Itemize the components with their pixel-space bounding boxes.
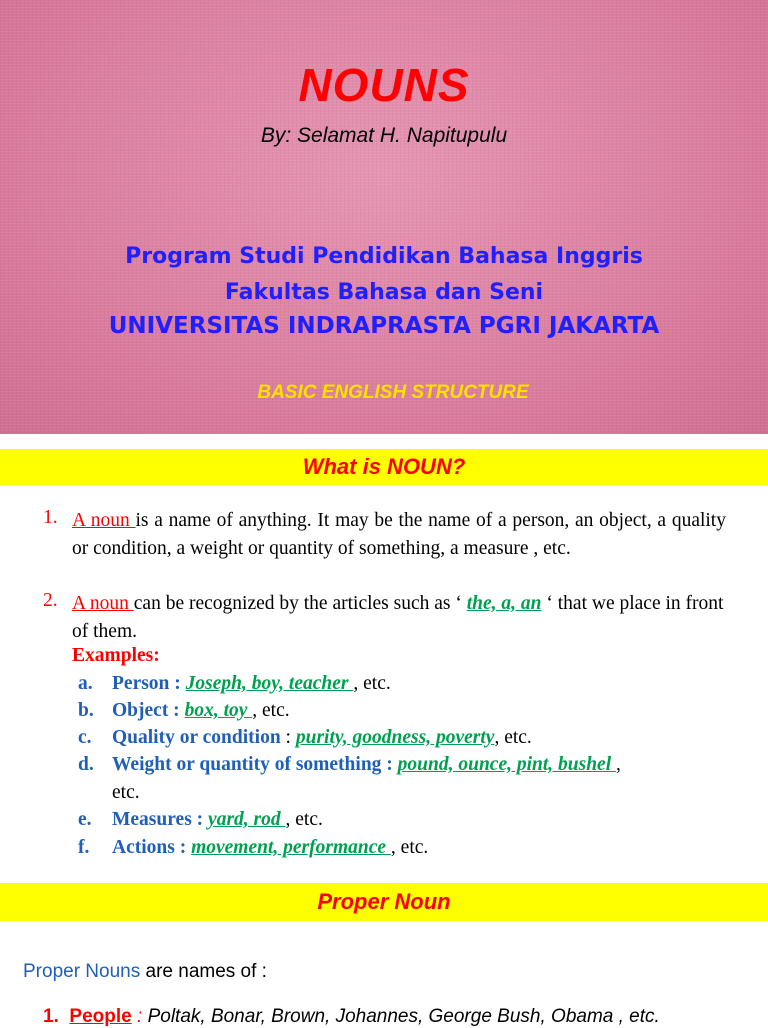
proper-noun-term: Proper Nouns <box>23 961 141 982</box>
example-letter: d. <box>78 754 94 775</box>
example-letter: b. <box>78 700 94 721</box>
noun-term: A noun <box>72 510 136 531</box>
example-suffix: , <box>616 754 621 775</box>
example-item-measures <box>112 809 323 831</box>
example-letter: c. <box>78 727 92 748</box>
example-label: Quality or condition <box>112 727 281 748</box>
author-byline: By: Selamat H. Napitupulu <box>260 124 508 147</box>
intro-text: are names of : <box>140 961 267 982</box>
example-suffix: , etc. <box>252 700 290 721</box>
example-item-object <box>112 700 290 722</box>
example-item-person <box>112 673 391 695</box>
articles-example: the, a, an <box>466 593 542 614</box>
example-values: Joseph, boy, teacher <box>185 673 354 694</box>
example-values: yard, rod <box>208 809 286 830</box>
example-label: Weight or quantity of something : <box>112 754 398 775</box>
example-values: pound, ounce, pint, bushel <box>397 754 617 775</box>
section-heading-proper-noun: Proper Noun <box>0 883 768 921</box>
example-item-weight <box>112 754 621 776</box>
slide-title: NOUNS <box>298 59 470 111</box>
university-name: UNIVERSITAS INDRAPRASTA PGRI JAKARTA <box>108 313 660 339</box>
example-values: purity, goodness, poverty <box>295 727 495 748</box>
example-values: box, toy <box>184 700 253 721</box>
example-suffix-continued: etc. <box>112 782 140 803</box>
examples-label: Examples: <box>72 645 160 666</box>
course-name: BASIC ENGLISH STRUCTURE <box>257 382 529 403</box>
example-separator: : <box>280 727 296 748</box>
definition-item-2 <box>72 590 726 645</box>
example-label: Object : <box>112 700 185 721</box>
example-item-quality <box>112 727 532 749</box>
example-item-actions <box>112 837 428 859</box>
item-separator: : <box>131 1006 148 1027</box>
proper-noun-intro <box>23 961 267 983</box>
definition-text: is a name of anything. It may be the name of a person, an object, a quality or condition, a weight or quantity of something, a measure , etc. <box>72 510 726 559</box>
example-suffix: , etc. <box>494 727 532 748</box>
example-suffix: , etc. <box>353 673 391 694</box>
example-values: movement, performance <box>191 837 391 858</box>
definition-item-1 <box>72 507 726 562</box>
example-label: Measures : <box>112 809 209 830</box>
people-examples: Poltak, Bonar, Brown, Johannes, George Bush, Obama , etc. <box>147 1006 660 1027</box>
definition-text-end: ‘ that we place in front of them. <box>72 593 724 642</box>
example-label: Actions : <box>112 837 192 858</box>
list-number: 1. <box>43 507 58 528</box>
example-label: Person : <box>112 673 186 694</box>
section-heading-what-is-noun: What is NOUN? <box>0 449 768 485</box>
example-letter: f. <box>78 837 90 858</box>
people-label: People <box>69 1006 132 1027</box>
list-number: 1. <box>43 1006 59 1027</box>
program-name: Program Studi Pendidikan Bahasa Inggris <box>125 244 643 269</box>
example-suffix: , etc. <box>390 837 429 858</box>
noun-term: A noun <box>72 593 134 614</box>
example-letter: e. <box>78 809 92 830</box>
proper-noun-item-1 <box>43 1006 660 1028</box>
example-letter: a. <box>78 673 93 694</box>
title-slide <box>0 0 768 434</box>
faculty-name: Fakultas Bahasa dan Seni <box>224 280 544 305</box>
definition-text: can be recognized by the articles such as ‘ <box>133 593 467 614</box>
list-number: 2. <box>43 590 58 611</box>
example-suffix: , etc. <box>285 809 323 830</box>
